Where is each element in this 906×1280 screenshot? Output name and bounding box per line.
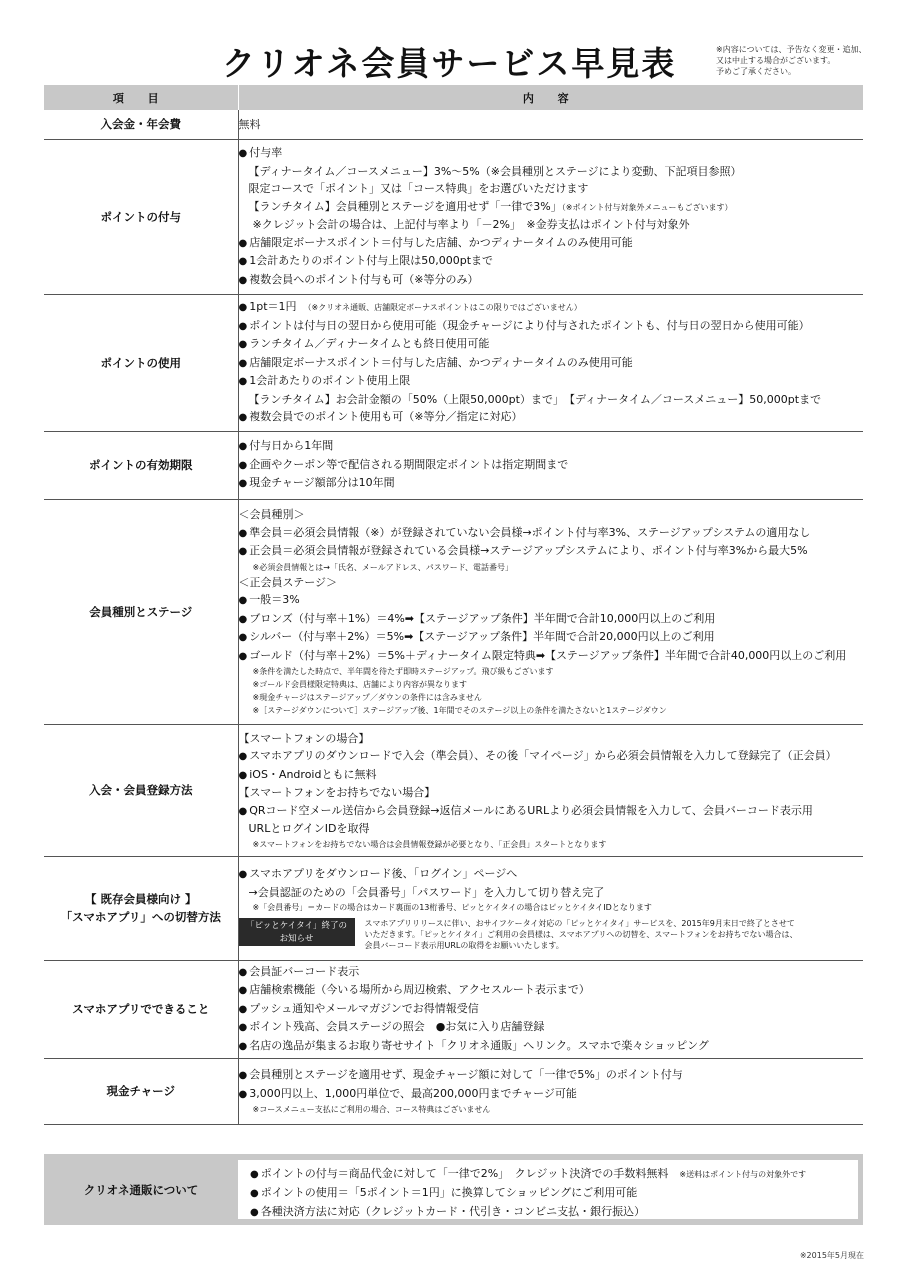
note-line: ※「会員番号」＝カードの場合はカード裏面の13桁番号、ピッとケイタイの場合はピッとケイタイIDとなります: [252, 903, 652, 912]
note-line: ※条件を満たした時点で、半年間を待たず即時ステージアップ。飛び級もございます: [252, 667, 554, 676]
bullet-line: [239, 234, 864, 253]
line-text: ● スマホアプリのダウンロードで入会（準会員）、その後「マイページ」から必須会員情報を入力して登録完了（正会員）: [239, 749, 837, 762]
line-text: ● 付与率: [239, 146, 283, 159]
line-text: ● ブロンズ（付与率＋1%）＝4%➡【ステージアップ条件】半年間で合計10,000円以上のご利用: [239, 612, 716, 625]
text-line: [239, 198, 864, 217]
text-line: [239, 216, 864, 234]
note-line: ※［ステージダウンについて］ステージアップ後、1年間でそのステージ以上の条件を満たさないと1ステージダウン: [252, 706, 667, 715]
line-text: ● 1pt＝1円: [239, 300, 308, 313]
note-line: ※現金チャージはステージアップ／ダウンの条件には含みません: [252, 693, 482, 702]
bullet-line: [239, 647, 864, 666]
line-text: ● ポイントの使用＝「5ポイント＝1円」に換算してショッピングにご利用可能: [250, 1186, 637, 1199]
line-text: ● 正会員＝必須会員情報が登録されている会員様→ステージアップシステムにより、ポイント付与率3%から最大5%: [239, 544, 808, 557]
bullet-line: [239, 317, 864, 336]
text-line: [239, 574, 864, 592]
line-text: ● QRコード空メール送信から会員登録→返信メールにあるURLより必須会員情報を入力して、会員バーコード表示用: [239, 804, 813, 817]
note-line: ※スマートフォンをお持ちでない場合は会員情報登録が必要となり、「正会員」スタートとなります: [252, 839, 607, 849]
line-text: ● 名店の逸品が集まるお取り寄せサイト「クリオネ通販」へリンク。スマホで楽々ショッピング: [239, 1039, 709, 1052]
row-label: ポイントの付与: [44, 139, 238, 294]
line-small-note: ※送料はポイント付与の対象外です: [679, 1170, 807, 1179]
row-content: [238, 431, 863, 499]
line-text: ● 一般＝3%: [239, 593, 300, 606]
line-text: ● 店舗検索機能（今いる場所から周辺検索、アクセスルート表示まで）: [239, 983, 590, 996]
note-line: ※コースメニュー支払にご利用の場合、コース特典はございません: [252, 1105, 491, 1114]
line-text: ● 現金チャージ額部分は10年間: [239, 476, 395, 489]
line-text: ● 店舗限定ボーナスポイント＝付与した店舗、かつディナータイムのみ使用可能: [239, 356, 633, 369]
text-line: [239, 391, 864, 409]
bullet-line: [239, 437, 864, 456]
table-row: [44, 724, 863, 856]
date-footnote: ※2015年5月現在: [799, 1251, 864, 1260]
line-text: 限定コースで「ポイント」又は「コース特典」をお選びいただけます: [248, 182, 589, 195]
header-item: 項 目: [44, 85, 238, 110]
line-text: ● 企画やクーポン等で配信される期間限定ポイントは指定期間まで: [239, 458, 569, 471]
line-text: ● iOS・Androidともに無料: [239, 768, 377, 781]
line-text: ● 店舗限定ボーナスポイント＝付与した店舗、かつディナータイムのみ使用可能: [239, 236, 633, 249]
note-line: ※ゴールド会員様限定特典は、店舗により内容が異なります: [252, 680, 468, 689]
line-text: 【ランチタイム】会員種別とステージを適用せず「一律で3%」: [248, 199, 562, 213]
line-text: ● 準会員＝必須会員情報（※）が登録されていない会員様→ポイント付与率3%、ステージアップシステムの適用なし: [239, 526, 811, 539]
text-line: [239, 820, 864, 838]
bullet-line: [250, 1184, 858, 1203]
line-small-note: （※ポイント付与対象外メニューもございます）: [561, 202, 733, 212]
bullet-line: [239, 271, 864, 290]
table-row: [44, 431, 863, 499]
line-text: ● 会員証バーコード表示: [239, 965, 360, 978]
text-line: [239, 116, 864, 134]
line-text: 無料: [238, 117, 261, 131]
text-line: [239, 884, 864, 902]
text-line: [239, 784, 864, 802]
line-text: ＜会員種別＞: [238, 508, 305, 521]
table-row: [44, 856, 863, 960]
text-line: [239, 506, 864, 524]
bullet-line: [239, 474, 864, 493]
notice-row: [239, 918, 864, 951]
line-text: ※クレジット会計の場合は、上記付与率より「－2%」 ※金券支払はポイント付与対象外: [252, 218, 690, 231]
title-note: ※内容については、予告なく変更・追加、 又は中止する場合がございます。 予めご了承ください。: [716, 45, 867, 76]
row-label: ポイントの有効期限: [44, 431, 238, 499]
bullet-line: [239, 802, 864, 821]
line-small-note: （※クリオネ通販、店舗限定ボーナスポイントはこの限りではございません）: [307, 303, 582, 313]
line-text: ＜正会員ステージ＞: [238, 575, 338, 589]
line-text: ● 1会計あたりのポイント使用上限: [239, 374, 411, 387]
bullet-line: [239, 408, 864, 427]
note-line: ※必須会員情報とは→「氏名、メールアドレス、パスワード、電話番号」: [252, 562, 514, 572]
bullet-line: [239, 747, 864, 766]
line-text: ● シルバー（付与率＋2%）＝5%➡【ステージアップ条件】半年間で合計20,000円以上のご利用: [239, 630, 715, 643]
bullet-line: [239, 372, 864, 391]
row-label: 会員種別とステージ: [44, 499, 238, 724]
row-content: [238, 960, 863, 1058]
row-label: 【 既存会員様向け 】 「スマホアプリ」への切替方法: [44, 856, 238, 960]
bullet-line: [250, 1165, 858, 1184]
service-end-badge: 「ピッとケイタイ」終了の お知らせ: [239, 918, 355, 946]
text-line: [239, 163, 864, 181]
row-label: スマホアプリでできること: [44, 960, 238, 1058]
row-label: 入会・会員登録方法: [44, 724, 238, 856]
line-text: ● プッシュ通知やメールマガジンでお得情報受信: [239, 1002, 479, 1015]
line-text: 【スマートフォンをお持ちでない場合】: [238, 786, 436, 799]
line-text: ● ランチタイム／ディナータイムとも終日使用可能: [239, 337, 490, 350]
row-label: 入会金・年会費: [44, 110, 238, 139]
line-text: URLとログインIDを取得: [248, 822, 370, 835]
line-text: 【ランチタイム】お会計金額の「50%（上限50,000pt）まで」 【ディナータイム／コースメニュー】50,000ptまで: [248, 392, 822, 406]
table-row: [44, 110, 863, 139]
bullet-line: [239, 1085, 864, 1104]
bullet-line: [239, 1037, 864, 1056]
line-text: ● 複数会員へのポイント付与も可（※等分のみ）: [239, 273, 479, 286]
bullet-line: [239, 766, 864, 785]
bullet-line: [239, 542, 864, 561]
header-content: 内 容: [238, 85, 863, 110]
line-text: 【ディナータイム／コースメニュー】3%～5%（※会員種別とステージにより変動、下記項目参照）: [248, 164, 742, 178]
line-text: ● 各種決済方法に対応（クレジットカード・代引き・コンビニ支払・銀行振込）: [250, 1205, 645, 1218]
table-row: [44, 499, 863, 724]
mail-order-box: [44, 1154, 863, 1225]
table-row: [44, 139, 863, 294]
row-label: 現金チャージ: [44, 1058, 238, 1124]
row-content: [238, 139, 863, 294]
row-content: [238, 1058, 863, 1124]
bullet-line: [250, 1203, 858, 1222]
row-content: [238, 499, 863, 724]
row-content: [238, 110, 863, 139]
line-text: ● 3,000円以上、1,000円単位で、最高200,000円までチャージ可能: [239, 1087, 577, 1100]
row-content: [238, 856, 863, 960]
text-line: [239, 730, 864, 748]
bullet-line: [239, 591, 864, 610]
bullet-line: [239, 354, 864, 373]
mail-order-content: [238, 1160, 858, 1219]
bullet-line: [239, 963, 864, 982]
line-text: ● 付与日から1年間: [239, 439, 334, 452]
bullet-line: [239, 1066, 864, 1085]
table-row: [44, 294, 863, 431]
service-end-text: スマホアプリリリースに伴い、おサイフケータイ対応の「ピッとケイタイ」サービスを、2015年9月末日で終了とさせて いただきます。「ピッとケイタイ」ご利用の会員様は、スマホアプリへの切替を、スマートフォンをお持ちでない場合は、 会員バーコード表示用URLの取得をお願いいたします。: [364, 919, 798, 950]
table-row: [44, 960, 863, 1058]
line-text: ● スマホアプリをダウンロード後、「ログイン」ページへ: [239, 867, 518, 880]
line-text: 【スマートフォンの場合】: [238, 731, 370, 745]
service-table: [44, 85, 863, 1125]
bullet-line: [239, 456, 864, 475]
line-text: ● ポイントの付与＝商品代金に対して「一律で2%」 クレジット決済での手数料無料: [250, 1167, 679, 1180]
line-text: ● ポイントは付与日の翌日から使用可能（現金チャージにより付与されたポイントも、付与日の翌日から使用可能）: [239, 319, 810, 332]
line-text: ● ゴールド（付与率＋2%）＝5%＋ディナータイム限定特典➡【ステージアップ条件】半年間で合計40,000円以上のご利用: [239, 649, 847, 662]
bullet-line: [239, 865, 864, 884]
line-text: ● 1会計あたりのポイント付与上限は50,000ptまで: [239, 254, 494, 267]
bullet-line: [239, 335, 864, 354]
page-title: クリオネ会員サービス早見表: [222, 44, 677, 83]
bullet-line: [239, 298, 864, 317]
line-text: ● ポイント残高、会員ステージの照会 ●お気に入り店舗登録: [239, 1020, 545, 1033]
row-content: [238, 724, 863, 856]
bullet-line: [239, 610, 864, 629]
bullet-line: [239, 144, 864, 163]
text-line: [239, 180, 864, 198]
line-text: →会員認証のための「会員番号」「パスワード」を入力して切り替え完了: [248, 885, 605, 899]
row-label: ポイントの使用: [44, 294, 238, 431]
line-text: ● 複数会員でのポイント使用も可（※等分／指定に対応）: [239, 410, 523, 423]
line-text: ● 会員種別とステージを適用せず、現金チャージ額に対して「一律で5%」のポイント付与: [239, 1068, 683, 1081]
mail-order-label: クリオネ通販について: [83, 1182, 199, 1197]
bullet-line: [239, 628, 864, 647]
bullet-line: [239, 252, 864, 271]
bullet-line: [239, 1000, 864, 1019]
table-row: [44, 1058, 863, 1124]
bullet-line: [239, 524, 864, 543]
bullet-line: [239, 981, 864, 1000]
row-content: [238, 294, 863, 431]
bullet-line: [239, 1018, 864, 1037]
